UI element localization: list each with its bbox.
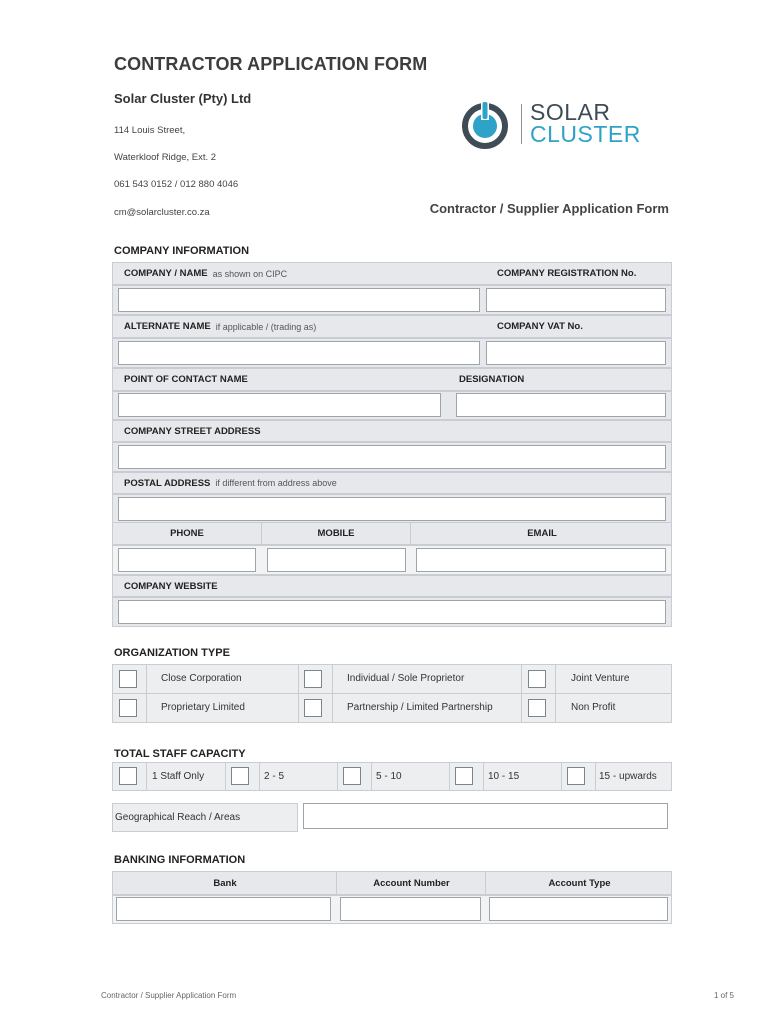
postal-address-label: POSTAL ADDRESS if different from address above <box>124 477 337 489</box>
close-corporation-checkbox[interactable] <box>119 670 137 688</box>
logo-divider <box>521 104 522 144</box>
email-label: EMAIL <box>527 528 557 539</box>
website-header <box>112 575 672 597</box>
joint-venture-checkbox[interactable] <box>528 670 546 688</box>
staff-5-10-checkbox[interactable] <box>343 767 361 785</box>
staff-10-15-checkbox[interactable] <box>455 767 473 785</box>
contact-name-label: POINT OF CONTACT NAME <box>124 374 248 385</box>
proprietary-limited-checkbox[interactable] <box>119 699 137 717</box>
divider <box>259 762 260 791</box>
designation-input[interactable] <box>456 393 666 417</box>
staff-15-up-checkbox[interactable] <box>567 767 585 785</box>
divider <box>225 762 226 791</box>
proprietary-limited-label: Proprietary Limited <box>161 702 245 713</box>
vat-input[interactable] <box>486 341 666 365</box>
divider <box>483 762 484 791</box>
power-icon <box>459 98 513 152</box>
organization-type-heading: ORGANIZATION TYPE <box>114 647 230 659</box>
contact-phone: 061 543 0152 / 012 880 4046 <box>114 179 239 190</box>
phone-header <box>112 522 672 545</box>
solar-cluster-logo <box>459 98 669 152</box>
email-input[interactable] <box>416 548 666 572</box>
vat-label: COMPANY VAT No. <box>497 321 583 332</box>
account-type-label: Account Type <box>548 877 611 889</box>
website-label: COMPANY WEBSITE <box>124 580 218 592</box>
staff-10-15-label: 10 - 15 <box>488 771 520 782</box>
partnership-checkbox[interactable] <box>304 699 322 717</box>
address-line-1: 114 Louis Street, <box>114 125 186 136</box>
company-information-heading: COMPANY INFORMATION <box>114 245 250 257</box>
website-input[interactable] <box>118 600 666 624</box>
banking-heading: BANKING INFORMATION <box>114 854 246 866</box>
footer-form-name: Contractor / Supplier Application Form <box>101 991 237 1000</box>
contact-header <box>112 368 672 391</box>
account-type-input[interactable] <box>489 897 668 921</box>
staff-15-up-label: 15 - upwards <box>599 771 657 782</box>
contact-name-input[interactable] <box>118 393 441 417</box>
account-number-label: Account Number <box>373 877 450 889</box>
sole-proprietor-checkbox[interactable] <box>304 670 322 688</box>
bank-input[interactable] <box>116 897 331 921</box>
page-number: 1 of 5 <box>713 991 734 1000</box>
divider <box>146 762 147 791</box>
street-header <box>112 420 672 442</box>
joint-venture-label: Joint Venture <box>571 673 630 684</box>
postal-header <box>112 472 672 494</box>
street-address-label: COMPANY STREET ADDRESS <box>124 425 261 437</box>
staff-1-checkbox[interactable] <box>119 767 137 785</box>
company-name-label: COMPANY / NAME as shown on CIPC <box>124 268 288 279</box>
mobile-input[interactable] <box>267 548 406 572</box>
staff-capacity-heading: TOTAL STAFF CAPACITY <box>114 748 246 760</box>
divider <box>595 762 596 791</box>
logo-word-cluster: CLUSTER <box>530 121 641 147</box>
sole-proprietor-label: Individual / Sole Proprietor <box>347 673 465 684</box>
geo-label: Geographical Reach / Areas <box>115 812 241 823</box>
address-line-2: Waterkloof Ridge, Ext. 2 <box>114 152 217 163</box>
divider <box>449 762 450 791</box>
non-profit-label: Non Profit <box>571 702 616 713</box>
street-address-input[interactable] <box>118 445 666 469</box>
company-name: Solar Cluster (Pty) Ltd <box>114 91 252 106</box>
form-subtitle: Contractor / Supplier Application Form <box>429 201 669 216</box>
geo-label-cell <box>112 803 298 832</box>
divider <box>337 762 338 791</box>
alternate-name-input[interactable] <box>118 341 480 365</box>
registration-input[interactable] <box>486 288 666 312</box>
non-profit-checkbox[interactable] <box>528 699 546 717</box>
staff-5-10-label: 5 - 10 <box>376 771 402 782</box>
account-number-input[interactable] <box>340 897 481 921</box>
staff-2-5-label: 2 - 5 <box>264 771 285 782</box>
divider <box>112 693 672 694</box>
geo-input[interactable] <box>303 803 668 829</box>
phone-label: PHONE <box>170 528 204 539</box>
company-name-input[interactable] <box>118 288 480 312</box>
banking-header <box>112 871 672 895</box>
logo-word-solar: SOLAR <box>530 99 611 125</box>
form-title: CONTRACTOR APPLICATION FORM <box>114 54 428 74</box>
phone-input[interactable] <box>118 548 256 572</box>
postal-address-input[interactable] <box>118 497 666 521</box>
divider <box>371 762 372 791</box>
staff-1-label: 1 Staff Only <box>152 771 205 782</box>
contact-email: cm@solarcluster.co.za <box>114 207 210 218</box>
bank-label: Bank <box>213 877 237 889</box>
close-corporation-label: Close Corporation <box>161 673 242 684</box>
staff-2-5-checkbox[interactable] <box>231 767 249 785</box>
company-name-header <box>112 262 672 285</box>
designation-label: DESIGNATION <box>459 374 525 385</box>
alternate-name-label: ALTERNATE NAME if applicable / (trading as) <box>124 321 317 332</box>
registration-label: COMPANY REGISTRATION No. <box>497 268 637 279</box>
divider <box>561 762 562 791</box>
partnership-label: Partnership / Limited Partnership <box>347 702 493 713</box>
mobile-label: MOBILE <box>317 528 355 539</box>
alternate-name-header <box>112 315 672 338</box>
